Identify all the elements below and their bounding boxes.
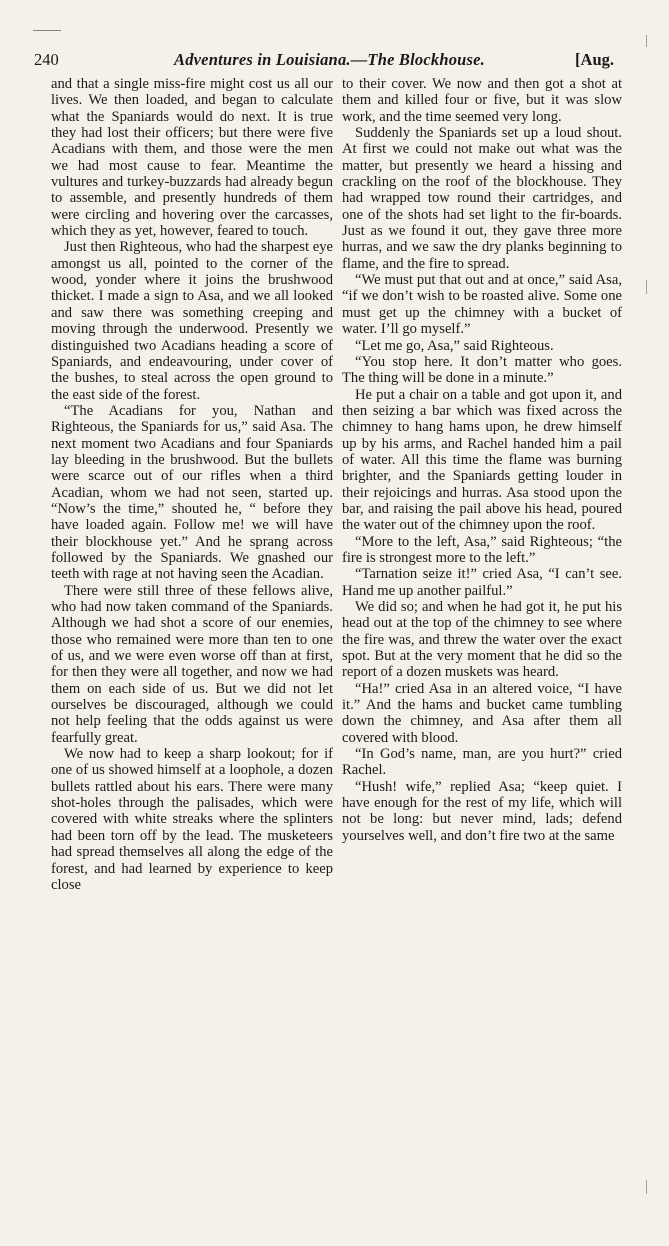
- paragraph: “Hush! wife,” replied Asa; “keep quiet. I have enough for the rest of my life, which will not be long: but never mind, lads; defend yourselves well, and don’t fire two at the same: [342, 778, 622, 844]
- running-title: Adventures in Louisiana.—The Blockhouse.: [174, 50, 486, 69]
- paragraph: “Tarnation seize it!” cried Asa, “I can’t see. Hand me up another pailful.”: [342, 566, 622, 599]
- page-number: 240: [34, 50, 59, 69]
- paragraph: “You stop here. It don’t matter who goes. The thing will be done in a minute.”: [342, 353, 622, 387]
- paragraph: “We must put that out and at once,” said Asa, “if we don’t wish to be roasted alive. Some one must get up the chimney with a bucket of water. I’ll go myself.”: [342, 272, 622, 338]
- paragraph: “More to the left, Asa,” said Righteous; “the fire is strongest more to the left.”: [342, 533, 622, 566]
- paragraph: Just then Righteous, who had the sharpest eye amongst us all, pointed to the corner of the wood, yonder where it joins the brushwood thicket. I made a sign to Asa, and we all looked and saw there was something creeping and moving through the underwood. Presently we distinguished two Acadians heading a score of Spaniards, and endeavouring, under cover of the bushes, to steal across the open ground to the east side of the forest.: [51, 239, 333, 403]
- running-header: [34, 50, 614, 76]
- margin-mark: [646, 1180, 647, 1194]
- header-month: [Aug.: [575, 50, 614, 69]
- top-rule: [33, 30, 61, 31]
- paragraph: “In God’s name, man, are you hurt?” cried Rachel.: [342, 746, 622, 779]
- margin-mark: [646, 35, 647, 47]
- paragraph: There were still three of these fellows alive, who had now taken command of the Spaniards. Although we had shot a score of our enemies, those who remained were more than ten to one of us, and we were even worse off than at first, for then they were all together, and now we had them on each side of us. But we did not let ourselves be discouraged, although we could not help feeling that the odds against us were fearfully great.: [51, 582, 333, 746]
- paragraph: and that a single miss-fire might cost us all our lives. We then loaded, and began to calculate what the Spaniards would do next. It is true they had lost their officers; but there were five Acadians with them, and those were the men we had most cause to fear. Meantime the vultures and turkey-buzzards had already begun to assemble, and presently hundreds of them were circling and hovering over the carcasses, which they as yet, however, feared to touch.: [51, 76, 333, 240]
- left-column: [51, 76, 333, 893]
- right-column: [342, 76, 622, 844]
- paragraph: “Let me go, Asa,” said Righteous.: [355, 337, 554, 354]
- paragraph: to their cover. We now and then got a shot at them and killed four or five, but it was slow work, and the time seemed very long.: [342, 76, 622, 125]
- paragraph: He put a chair on a table and got upon it, and then seizing a bar which was fixed across the chimney to hang hams upon, he drew himself up by his arms, and Rachel handed him a pail of water. All this time the flame was burning brighter, and the Spaniards getting louder in their rejoicings and hurras. Asa stood upon the bar, and raising the pail above his head, poured the water out of the chimney upon the roof.: [342, 386, 622, 534]
- paragraph: We now had to keep a sharp lookout; for if one of us showed himself at a loophole, a dozen bullets rattled about his ears. There were many shot-holes through the palisades, which were covered with white streaks where the splinters had been torn off by the lead. The musketeers had spread themselves all along the edge of the forest, and had learned by experience to keep close: [51, 746, 333, 893]
- paragraph: “The Acadians for you, Nathan and Righteous, the Spaniards for us,” said Asa. The next moment two Acadians and four Spaniards lay bleeding in the brushwood. But the bullets were scarce out of our rifles when a third Acadian, whom we had not seen, started up. “Now’s the time,” shouted he, “ before they have loaded again. Follow me! we will have their blockhouse yet.” And he sprang across followed by the Spaniards. We gnashed our teeth with rage at not having seen the Acadian.: [51, 402, 333, 583]
- margin-mark: [646, 280, 647, 294]
- paragraph: Suddenly the Spaniards set up a loud shout. At first we could not make out what was the matter, but presently we heard a hissing and crackling on the roof of the blockhouse. They had wrapped tow round their cartridges, and one of the shots had set light to the fir-boards. Just as we found it out, they gave three more hurras, and we saw the dry planks beginning to flame, and the fire to spread.: [342, 125, 622, 272]
- paragraph: We did so; and when he had got it, he put his head out at the top of the chimney to see where the fire was, and threw the water over the exact spot. But at the very moment that he did so the report of a dozen muskets was heard.: [342, 599, 622, 681]
- paragraph: “Ha!” cried Asa in an altered voice, “I have it.” And the hams and bucket came tumbling down the chimney, and Asa after them all covered with blood.: [342, 680, 622, 746]
